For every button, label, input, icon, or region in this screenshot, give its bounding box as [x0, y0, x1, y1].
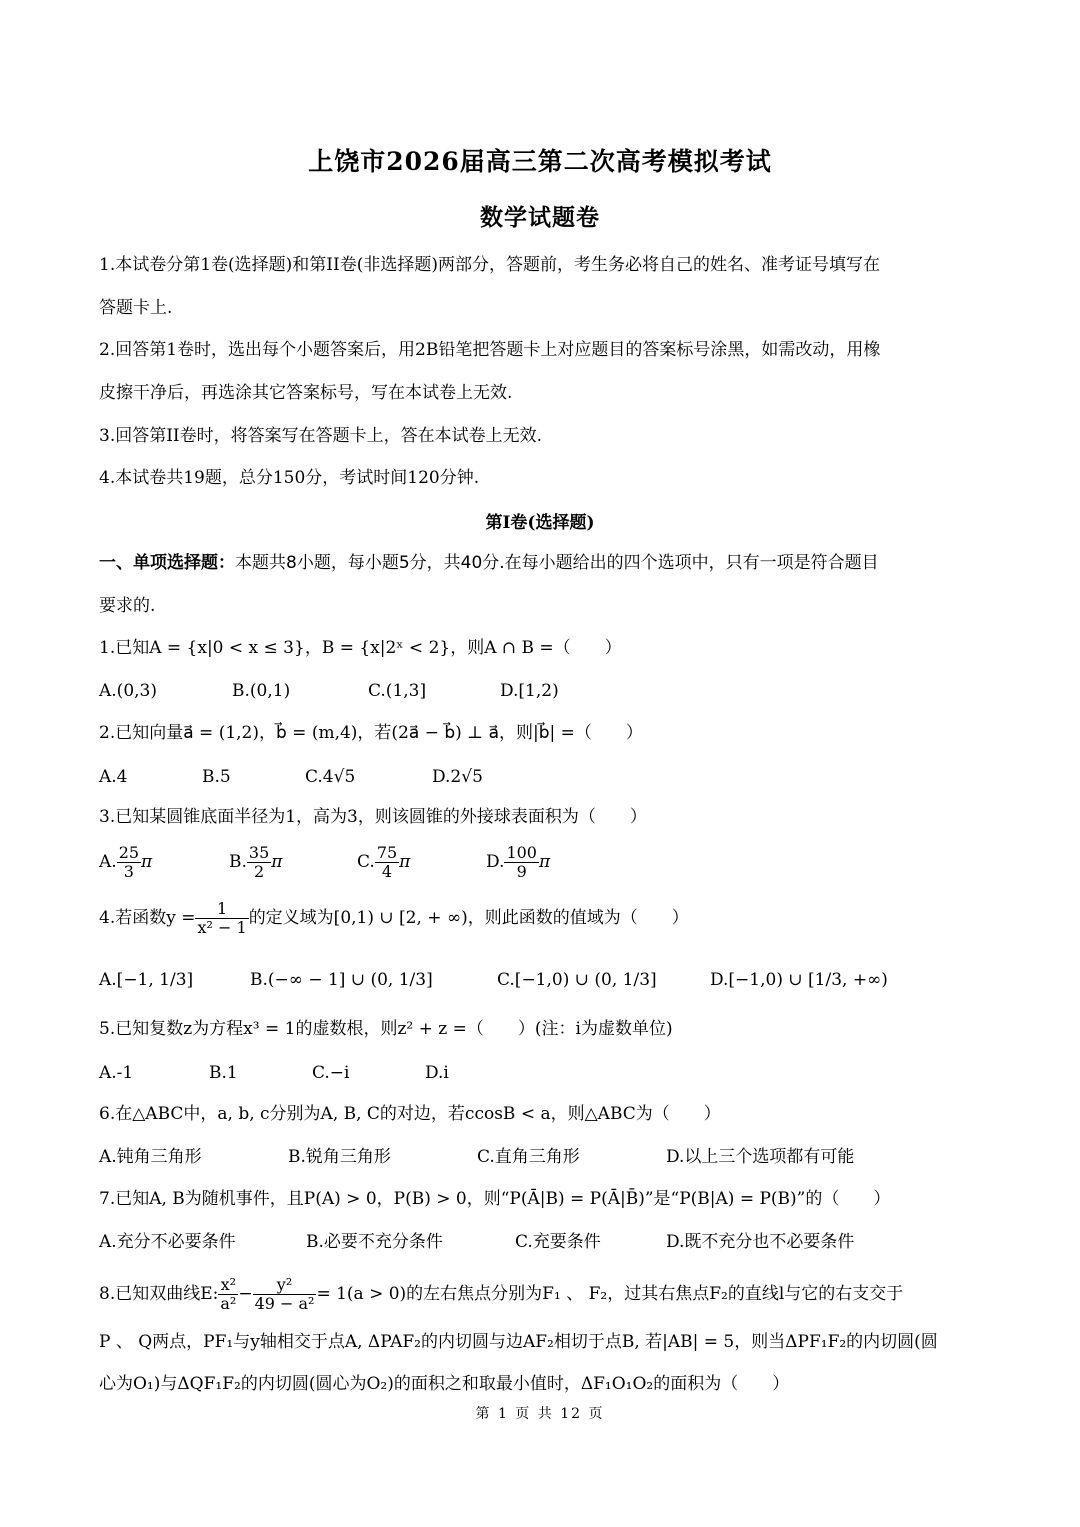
q8-f2-num: y² [253, 1276, 317, 1295]
q1-stem: 1.已知A = {x|0 < x ≤ 3}，B = {x|2ˣ < 2}，则A ∩ B =（ ） [99, 638, 622, 658]
q5-option-d: D.i [425, 1063, 449, 1083]
q3-option-b [229, 844, 282, 881]
q3-c-label: C. [357, 852, 375, 872]
q8-f1-den: a² [220, 1294, 237, 1313]
q8-post: = 1(a > 0)的左右焦点分别为F₁ 、 F₂，过其右焦点F₂的直线l与它的右支交于 [316, 1284, 904, 1304]
q3-option-a [99, 844, 152, 881]
part1-heading [99, 551, 879, 575]
q3-a-den: 3 [123, 862, 134, 881]
q5-option-a: A.-1 [99, 1063, 134, 1083]
exam-title: 上饶市2026届高三第二次高考模拟考试 [308, 147, 772, 176]
q4-option-b: B.(−∞ − 1] ∪ (0, 1/3] [250, 970, 433, 990]
q4-option-d: D.[−1,0) ∪ [1/3, +∞) [710, 970, 888, 990]
q7-option-d: D.既不充分也不必要条件 [666, 1232, 855, 1252]
q6-option-d: D.以上三个选项都有可能 [666, 1147, 855, 1167]
q6-stem: 6.在△ABC中，a, b, c分别为A, B, C的对边，若ccosB < a，则△ABC为（ ） [99, 1104, 721, 1124]
q8-line-2: P 、 Q两点，PF₁与y轴相交于点A, ΔPAF₂的内切圆与边AF₂相切于点B, 若|AB| = 5，则当ΔPF₁F₂的内切圆(圆 [99, 1332, 938, 1352]
q3-a-pi: π [141, 852, 153, 872]
q6-option-c: C.直角三角形 [477, 1147, 580, 1167]
q3-c-num: 75 [376, 843, 398, 862]
q8-line-3: 心为O₁)与ΔQF₁F₂的内切圆(圆心为O₂)的面积之和取最小值时，ΔF₁O₁O₂的面积为（ ） [99, 1374, 790, 1394]
q3-d-label: D. [486, 852, 505, 872]
q8-stem [99, 1276, 903, 1313]
note-2: 2.回答第1卷时，选出每个小题答案后，用2B铅笔把答题卡上对应题目的答案标号涂黑，如需改动，用橡 [99, 340, 881, 360]
q3-option-d [486, 844, 550, 881]
q5-option-b: B.1 [209, 1063, 238, 1083]
note-1-cont: 答题卡上. [99, 298, 173, 318]
q2-option-a: A.4 [99, 767, 128, 787]
q3-c-pi: π [399, 852, 411, 872]
q3-a-label: A. [99, 852, 117, 872]
q4-stem [99, 900, 689, 937]
exam-subtitle: 数学试题卷 [480, 204, 600, 231]
q3-b-fraction [247, 844, 271, 881]
q7-stem: 7.已知A, B为随机事件，且P(A) > 0，P(B) > 0，则“P(Ā|B) = P(Ā|B̄)”是“P(B|A) = P(B)”的（ ） [99, 1189, 891, 1209]
q2-stem: 2.已知向量a⃗ = (1,2)，b⃗ = (m,4)，若(2a⃗ − b⃗) ⊥ a⃗，则|b⃗| =（ ） [99, 723, 643, 743]
q8-f2-den: 49 − a² [254, 1294, 315, 1313]
q4-num: 1 [195, 900, 248, 919]
part1-desc: 本题共8小题，每小题5分，共40分.在每小题给出的四个选项中，只有一项是符合题目 [235, 553, 879, 573]
q4-post: 的定义域为[0,1) ∪ [2, + ∞)，则此函数的值域为（ ） [248, 908, 689, 928]
page-footer: 第 1 页 共 12 页 [475, 1406, 605, 1422]
q7-option-b: B.必要不充分条件 [306, 1232, 443, 1252]
q3-b-label: B. [229, 852, 247, 872]
q8-fraction-2 [253, 1276, 317, 1313]
q3-option-c [357, 844, 410, 881]
q4-den: x² − 1 [197, 918, 247, 937]
q5-option-c: C.−i [312, 1063, 350, 1083]
q4-fraction [195, 900, 248, 937]
q3-a-fraction [117, 844, 141, 881]
section-title: 第I卷(选择题) [485, 513, 595, 533]
q2-option-c: C.4√5 [305, 767, 356, 787]
q3-b-num: 35 [248, 843, 270, 862]
q7-option-a: A.充分不必要条件 [99, 1232, 236, 1252]
part1-desc-cont: 要求的. [99, 596, 156, 616]
q3-d-pi: π [538, 852, 551, 872]
q3-d-num: 100 [506, 843, 537, 862]
q6-option-b: B.锐角三角形 [288, 1147, 391, 1167]
q7-option-c: C.充要条件 [515, 1232, 601, 1252]
note-2-cont: 皮擦干净后，再选涂其它答案标号，写在本试卷上无效. [99, 383, 513, 403]
q1-option-a: A.(0,3) [99, 681, 157, 701]
note-4: 4.本试卷共19题，总分150分，考试时间120分钟. [99, 468, 480, 488]
q4-option-c: C.[−1,0) ∪ (0, 1/3] [497, 970, 657, 990]
q4-pre: 4.若函数y = [99, 908, 196, 928]
q3-c-fraction [375, 844, 399, 881]
q5-stem: 5.已知复数z为方程x³ = 1的虚数根，则z² + z =（ ）(注：i为虚数单位) [99, 1019, 673, 1039]
q8-pre: 8.已知双曲线E: [99, 1284, 219, 1304]
q3-d-den: 9 [516, 862, 527, 881]
q3-b-pi: π [271, 852, 283, 872]
q3-d-fraction [504, 844, 539, 881]
q1-option-b: B.(0,1) [232, 681, 291, 701]
q3-stem: 3.已知某圆锥底面半径为1，高为3，则该圆锥的外接球表面积为（ ） [99, 807, 647, 827]
q1-option-d: D.[1,2) [500, 681, 559, 701]
q8-minus: − [238, 1284, 253, 1304]
q1-option-c: C.(1,3] [368, 681, 427, 701]
q3-a-num: 25 [118, 843, 140, 862]
q4-option-a: A.[−1, 1/3] [99, 970, 194, 990]
note-1: 1.本试卷分第1卷(选择题)和第II卷(非选择题)两部分，答题前，考生务必将自己的姓名、准考证号填写在 [99, 255, 880, 275]
q3-b-den: 2 [253, 862, 265, 881]
part1-label: 一、单项选择题： [99, 553, 235, 573]
q6-option-a: A.钝角三角形 [99, 1147, 202, 1167]
q8-f1-num: x² [218, 1276, 238, 1295]
note-3: 3.回答第II卷时，将答案写在答题卡上，答在本试卷上无效. [99, 426, 543, 446]
q3-c-den: 4 [381, 862, 393, 881]
q2-option-b: B.5 [202, 767, 231, 787]
q8-fraction-1 [218, 1276, 238, 1313]
q2-option-d: D.2√5 [432, 767, 483, 787]
